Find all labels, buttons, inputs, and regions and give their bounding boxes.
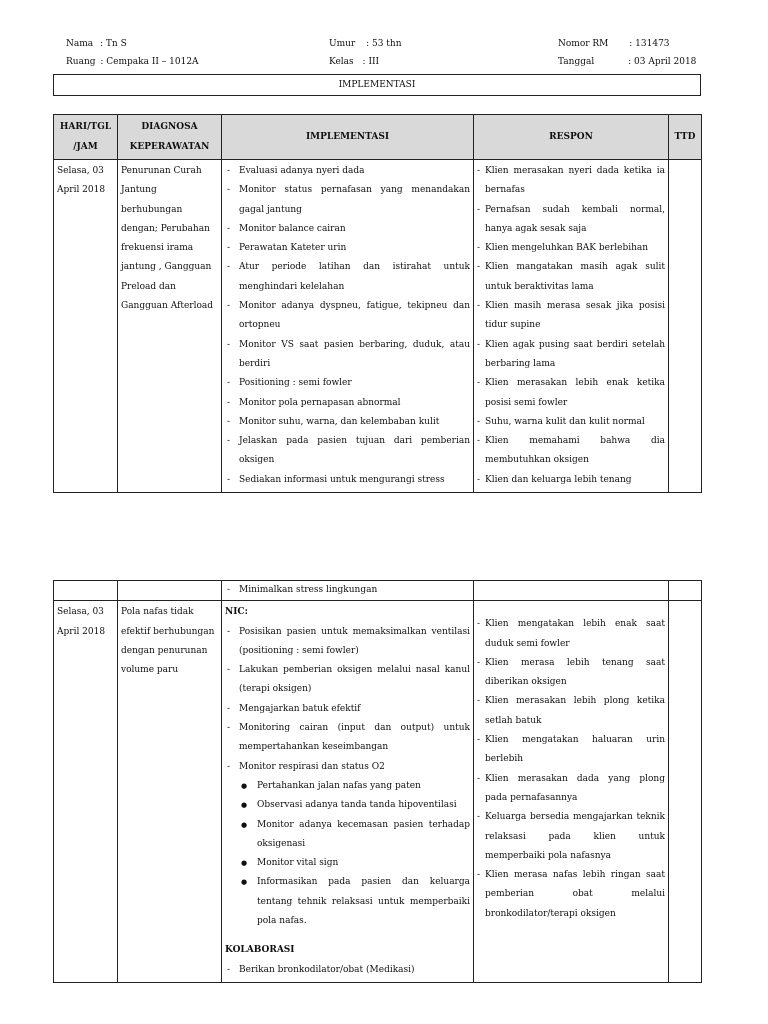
section-title: IMPLEMENTASI — [53, 74, 701, 96]
nic-label: NIC: — [225, 607, 248, 618]
kelas-label: Kelas — [329, 57, 354, 67]
list-item: ● Informasikan pada pasien dan keluarga tentang tehnik relaksasi untuk memperbaiki pola nafas. — [241, 873, 470, 931]
list-item: - Klien merasa nafas lebih ringan saat pemberian obat melalui bronkodilator/terapi oksigen — [477, 866, 665, 924]
list-item: - Monitor balance cairan — [225, 220, 470, 239]
header-implementasi: IMPLEMENTASI — [222, 115, 474, 160]
table-row — [54, 160, 702, 493]
header-diagnosa: DIAGNOSA KEPERAWATAN — [118, 115, 222, 160]
umur-label: Umur — [329, 39, 356, 49]
list-item: - Monitor respirasi dan status O2 — [225, 758, 470, 777]
date-cell: Selasa, 03 April 2018 — [54, 601, 118, 983]
list-item: - Monitor status pernafasan yang menandakan gagal jantung — [225, 181, 470, 220]
ttd-cell — [669, 601, 702, 983]
umur-field — [329, 38, 402, 50]
diagnosis-cell: Pola nafas tidak efektif berhubungan dengan penurunan volume paru — [118, 601, 222, 983]
kelas-field — [329, 56, 379, 68]
implementasi-list — [225, 623, 470, 777]
list-item: - Klien merasakan lebih plong ketika setlah batuk — [477, 692, 665, 731]
ttd-cell — [669, 160, 702, 493]
list-item: - Monitor pola pernapasan abnormal — [225, 394, 470, 413]
list-item: - Klien mangatakan masih agak sulit untuk beraktivitas lama — [477, 258, 665, 297]
nama-value: : Tn S — [100, 39, 127, 49]
nama-label: Nama — [66, 39, 94, 49]
list-item: - Klien memahami bahwa dia membutuhkan oksigen — [477, 432, 665, 471]
list-item: - Pernafsan sudah kembali normal, hanya agak sesak saja — [477, 201, 665, 240]
list-item: - Suhu, warna kulit dan kulit normal — [477, 413, 665, 432]
header-ttd: TTD — [669, 115, 702, 160]
list-item: - Monitor adanya dyspneu, fatigue, tekipneu dan ortopneu — [225, 297, 470, 336]
diagnosis-cell: Penurunan Curah Jantung berhubungan dengan; Perubahan frekuensi irama jantung , Gangguan Preload dan Gangguan Afterload — [118, 160, 222, 493]
list-item: - Klien mengatakan haluaran urin berlebih — [477, 731, 665, 770]
tanggal-value: : 03 April 2018 — [628, 57, 697, 67]
respon-cell — [474, 601, 669, 983]
list-item: - Klien merasakan dada yang plong pada pernafasannya — [477, 770, 665, 809]
implementasi-list — [225, 162, 470, 490]
list-item: - Berikan bronkodilator/obat (Medikasi) — [225, 961, 470, 980]
list-item: - Klien merasa lebih tenang saat diberikan oksigen — [477, 654, 665, 693]
sub-item-list — [225, 777, 470, 931]
list-item: - Perawatan Kateter urin — [225, 239, 470, 258]
respon-cell — [474, 581, 669, 601]
implementation-table-2 — [53, 580, 702, 983]
list-item: - Klien agak pusing saat berdiri setelah berbaring lama — [477, 336, 665, 375]
implementation-table-1 — [53, 114, 702, 493]
implementasi-cell — [222, 160, 474, 493]
list-item: - Positioning : semi fowler — [225, 374, 470, 393]
list-item: - Klien merasakan lebih enak ketika posisi semi fowler — [477, 374, 665, 413]
nomor-rm-value: : 131473 — [629, 39, 670, 49]
implementasi-list — [225, 581, 470, 600]
list-item: - Jelaskan pada pasien tujuan dari pemberian oksigen — [225, 432, 470, 471]
list-item: - Klien mengeluhkan BAK berlebihan — [477, 239, 665, 258]
table-row — [54, 601, 702, 983]
implementasi-cell — [222, 581, 474, 601]
kolaborasi-label: KOLABORASI — [225, 945, 295, 956]
diagnosis-cell — [118, 581, 222, 601]
kelas-value: : III — [362, 57, 380, 67]
list-item: - Klien mengatakan lebih enak saat duduk semi fowler — [477, 615, 665, 654]
list-item: ● Pertahankan jalan nafas yang paten — [241, 777, 470, 796]
nomor-rm-field — [558, 38, 670, 50]
ttd-cell — [669, 581, 702, 601]
list-item: - Klien masih merasa sesak jika posisi tidur supine — [477, 297, 665, 336]
list-item: - Posisikan pasien untuk memaksimalkan ventilasi (positioning : semi fowler) — [225, 623, 470, 662]
list-item: - Keluarga bersedia mengajarkan teknik relaksasi pada klien untuk memperbaiki pola nafasnya — [477, 808, 665, 866]
nama-field — [66, 38, 127, 50]
list-item: - Monitoring cairan (input dan output) untuk mempertahankan keseimbangan — [225, 719, 470, 758]
list-item: ● Monitor adanya kecemasan pasien terhadap oksigenasi — [241, 816, 470, 855]
list-item: ● Monitor vital sign — [241, 854, 470, 873]
list-item: - Evaluasi adanya nyeri dada — [225, 162, 470, 181]
list-item: - Klien dan keluarga lebih tenang — [477, 471, 665, 490]
ruang-field — [66, 56, 199, 68]
list-item: ● Observasi adanya tanda tanda hipoventilasi — [241, 796, 470, 815]
list-item: - Atur periode latihan dan istirahat untuk menghindari kelelahan — [225, 258, 470, 297]
respon-list — [477, 162, 665, 490]
date-cell: Selasa, 03 April 2018 — [54, 160, 118, 493]
list-item: - Sediakan informasi untuk mengurangi stress — [225, 471, 470, 490]
date-cell — [54, 581, 118, 601]
respon-list — [477, 615, 665, 924]
ruang-label: Ruang — [66, 57, 96, 67]
tanggal-field — [558, 56, 696, 68]
ruang-value: : Cempaka II – 1012A — [100, 57, 199, 67]
header-hari: HARI/TGL /JAM — [54, 115, 118, 160]
list-item: - Lakukan pemberian oksigen melalui nasal kanul (terapi oksigen) — [225, 661, 470, 700]
respon-cell — [474, 160, 669, 493]
list-item: - Monitor suhu, warna, dan kelembaban kulit — [225, 413, 470, 432]
list-item: - Mengajarkan batuk efektif — [225, 700, 470, 719]
header-respon: RESPON — [474, 115, 669, 160]
list-item: - Monitor VS saat pasien berbaring, duduk, atau berdiri — [225, 336, 470, 375]
list-item: - Minimalkan stress lingkungan — [225, 581, 470, 600]
table-row — [54, 581, 702, 601]
tanggal-label: Tanggal — [558, 57, 595, 67]
nomor-rm-label: Nomor RM — [558, 39, 609, 49]
kolaborasi-list — [225, 961, 470, 980]
implementasi-cell — [222, 601, 474, 983]
umur-value: : 53 thn — [366, 39, 402, 49]
list-item: - Klien merasakan nyeri dada ketika ia bernafas — [477, 162, 665, 201]
